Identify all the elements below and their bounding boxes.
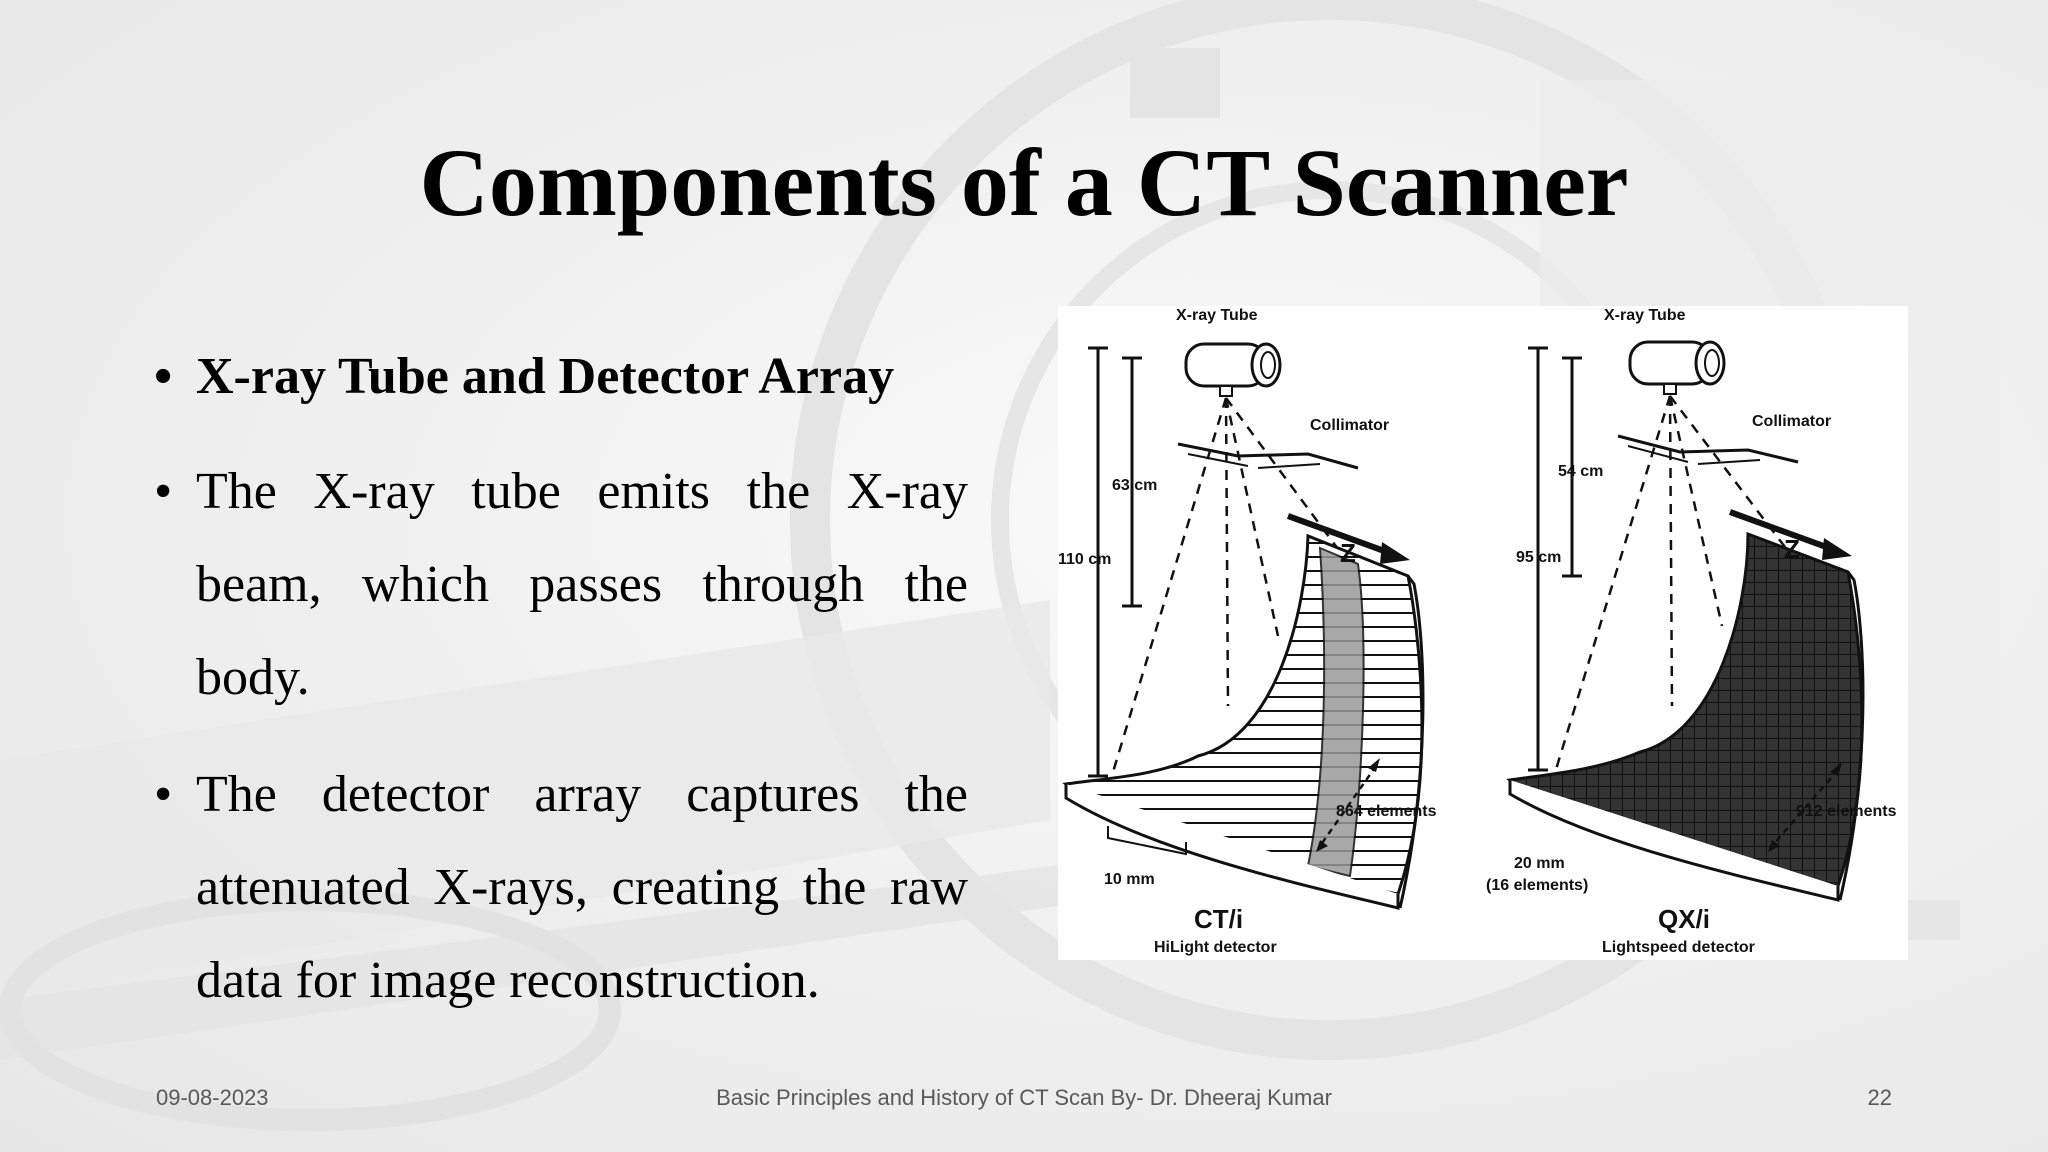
bullet-item [152,748,968,1027]
right-detector-panel [1486,307,1897,956]
bullet-dot: • [154,766,173,823]
left-detector-panel [1058,307,1437,956]
footer-date: 09-08-2023 [156,1085,269,1110]
detector-diagram-svg [1058,306,1908,960]
xray-tube-icon [1186,344,1280,396]
bullet-text: The detector array captures the attenuated X-rays, creating the raw data for image reconstruction. [196,766,968,1009]
bullet-item [152,445,968,724]
right-short-dimension: 54 cm [1558,463,1604,480]
right-elements-label: 912 elements [1796,803,1897,820]
bullet-text: X-ray Tube and Detector Array [196,348,895,405]
right-detector-name: Lightspeed detector [1602,939,1755,956]
left-collimator-label: Collimator [1310,417,1390,434]
left-elements-label: 864 elements [1336,803,1437,820]
left-detector-name: HiLight detector [1154,939,1277,956]
bullet-dot: • [154,463,173,520]
footer-page-number: 22 [1867,1085,1892,1110]
right-width-label: 20 mm [1514,855,1565,872]
curved-detector-icon [1510,534,1863,900]
left-long-dimension: 110 cm [1058,551,1112,568]
slide-title: Components of a CT Scanner [419,129,1629,236]
collimator-icon [1618,436,1798,464]
curved-detector-icon [1066,536,1423,908]
right-width-sublabel: (16 elements) [1486,877,1589,894]
right-collimator-label: Collimator [1752,413,1832,430]
detector-diagram [1058,306,1908,960]
right-model-label: QX/i [1658,904,1711,934]
left-short-dimension: 63 cm [1112,477,1158,494]
bullet-item [152,330,968,423]
left-z-label: Z [1340,538,1356,568]
left-width-label: 10 mm [1104,871,1155,888]
bullet-list [152,330,968,1027]
bullet-text: The X-ray tube emits the X-ray beam, which passes through the body. [196,463,968,706]
collimator-icon [1178,444,1358,468]
right-long-dimension: 95 cm [1516,549,1562,566]
bullet-dot: • [154,348,173,405]
right-tube-label: X-ray Tube [1604,307,1686,324]
left-model-label: CT/i [1194,904,1244,934]
xray-tube-icon [1630,342,1724,394]
right-z-label: Z [1784,534,1800,564]
left-tube-label: X-ray Tube [1176,307,1258,324]
footer-presentation-title: Basic Principles and History of CT Scan By- Dr. Dheeraj Kumar [716,1085,1332,1110]
